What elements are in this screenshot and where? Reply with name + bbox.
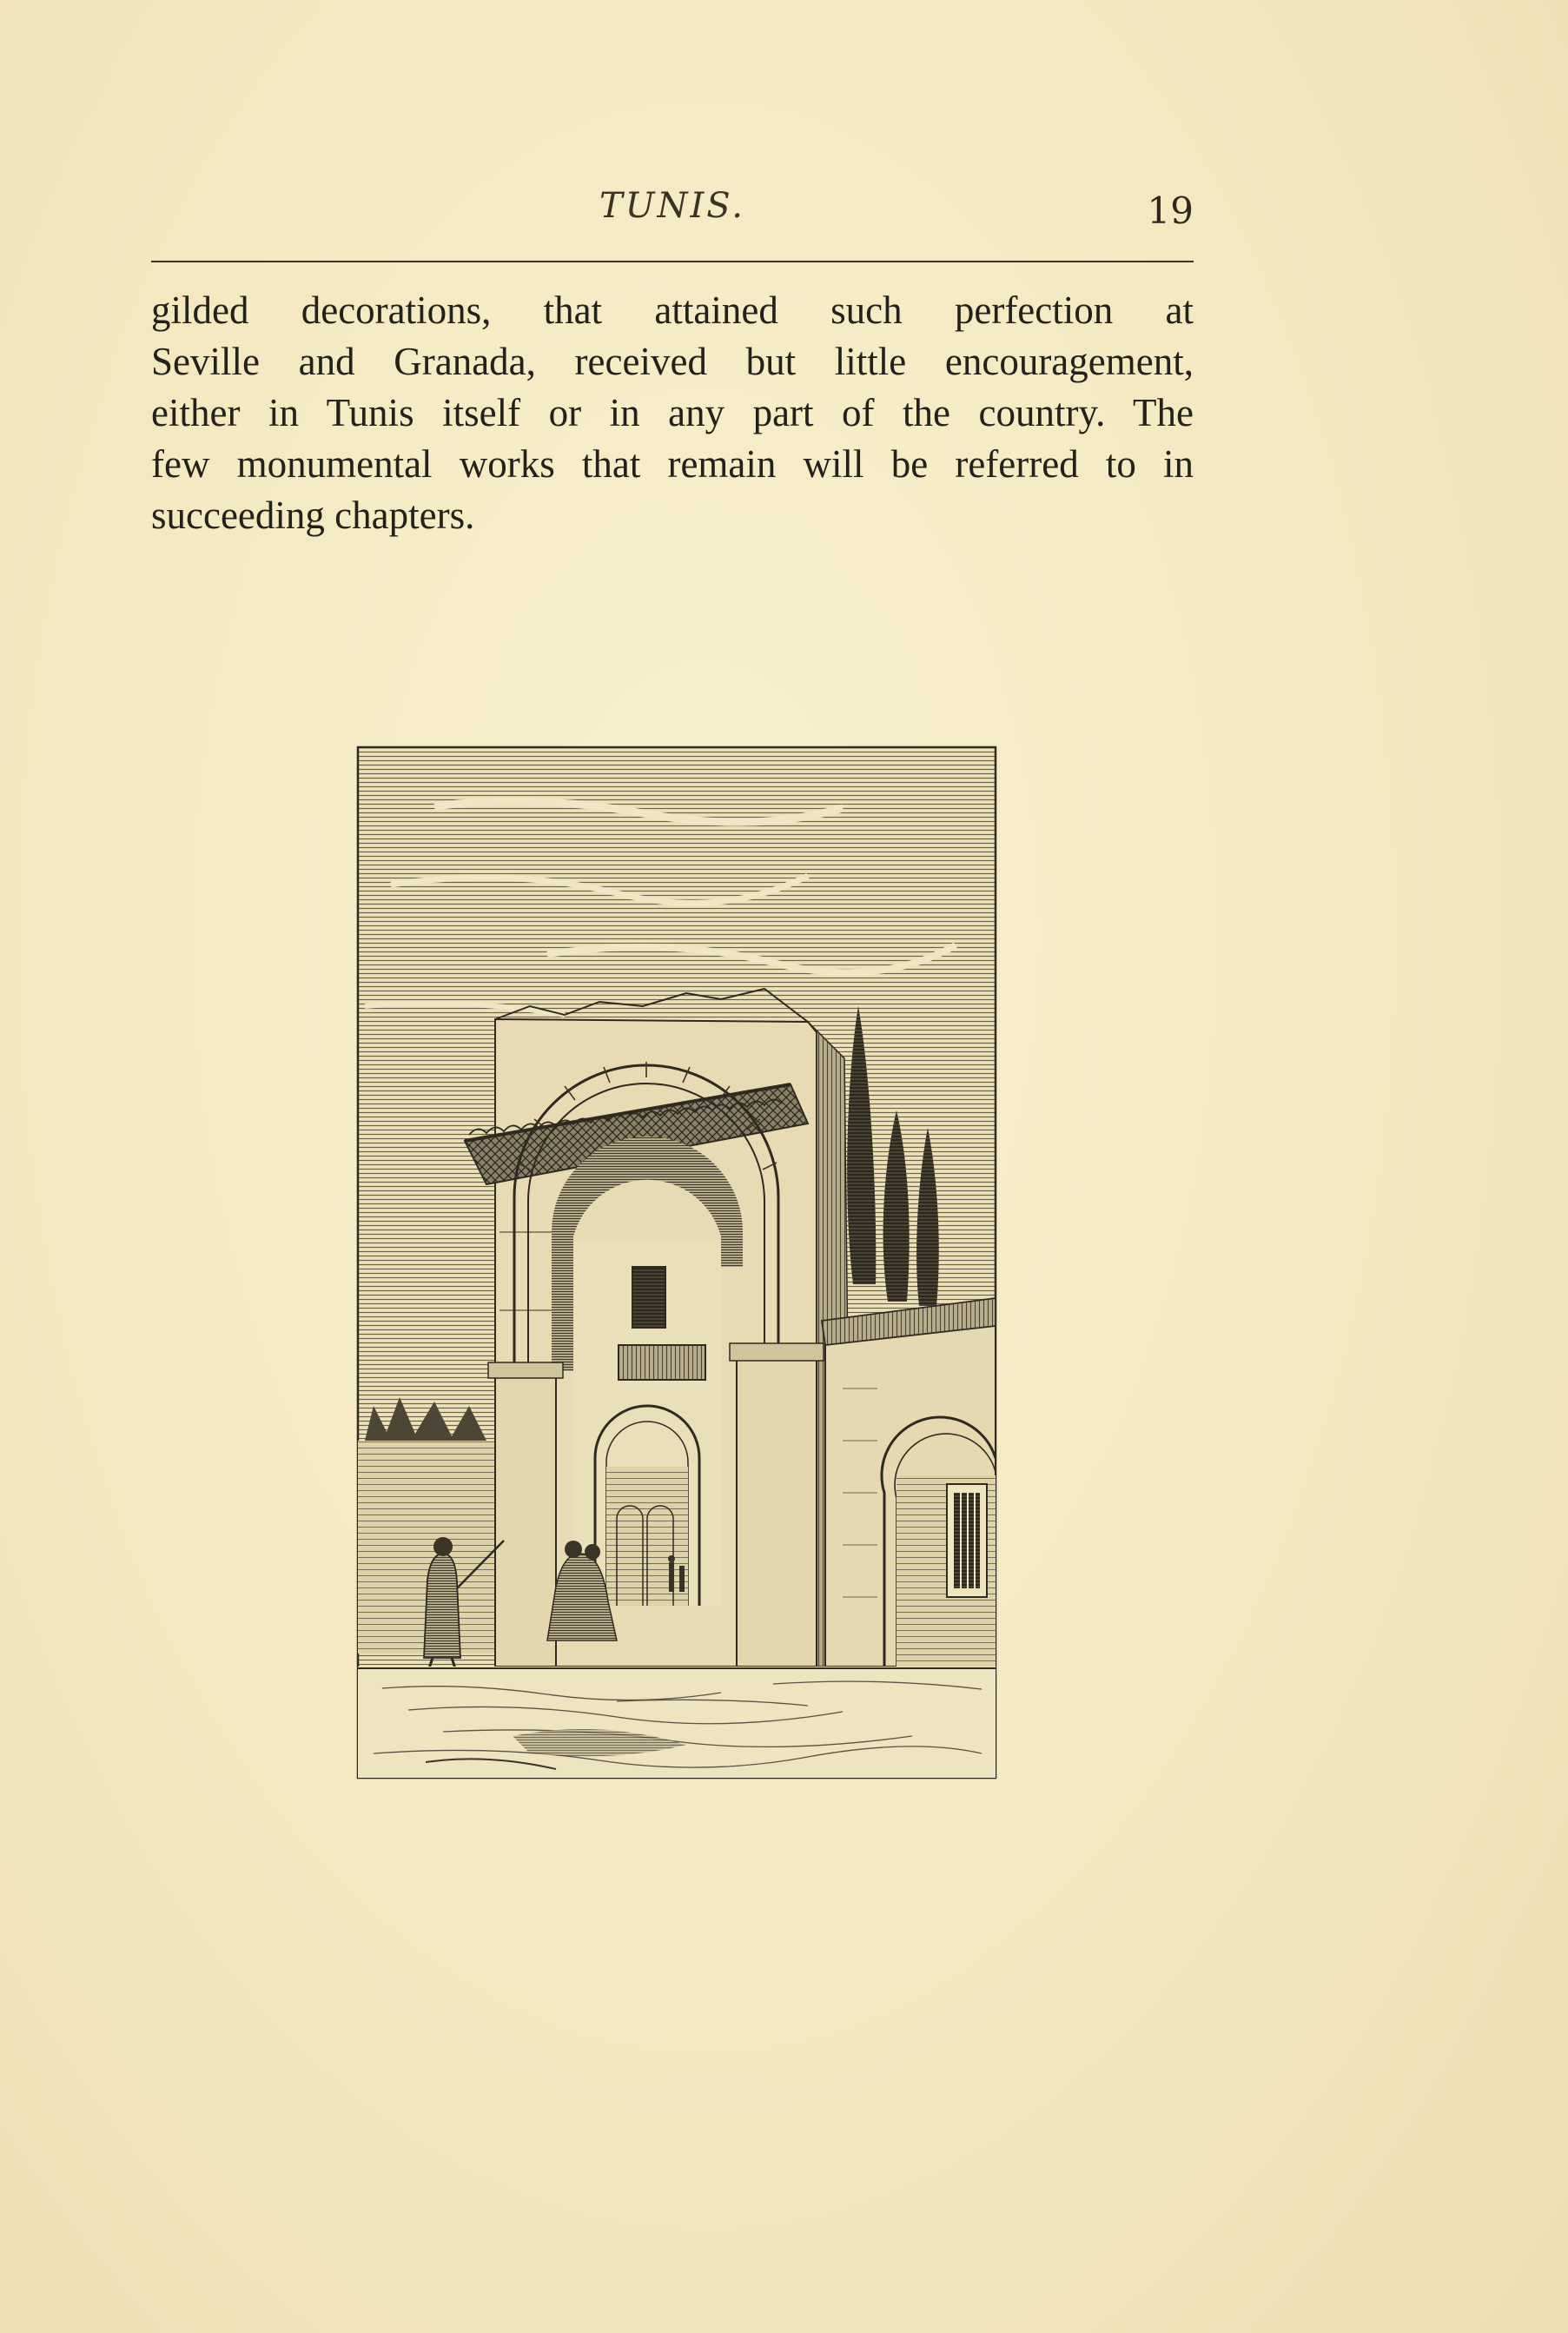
text-line: Seville and Granada, received but little encouragement,	[151, 340, 1194, 383]
running-title: TUNIS.	[599, 186, 745, 226]
header-rule	[151, 261, 1194, 262]
body-paragraph	[151, 285, 1194, 541]
page-number: 19	[1147, 189, 1194, 232]
text-line: gilded decorations, that attained such perfection at	[151, 288, 1194, 332]
running-head	[151, 186, 1194, 238]
text-line: either in Tunis itself or in any part of the country. The	[151, 391, 1194, 434]
gateway-engraving	[356, 746, 997, 1781]
text-line: few monumental works that remain will be referred to in	[151, 442, 1194, 486]
text-line: succeeding chapters.	[151, 494, 475, 537]
